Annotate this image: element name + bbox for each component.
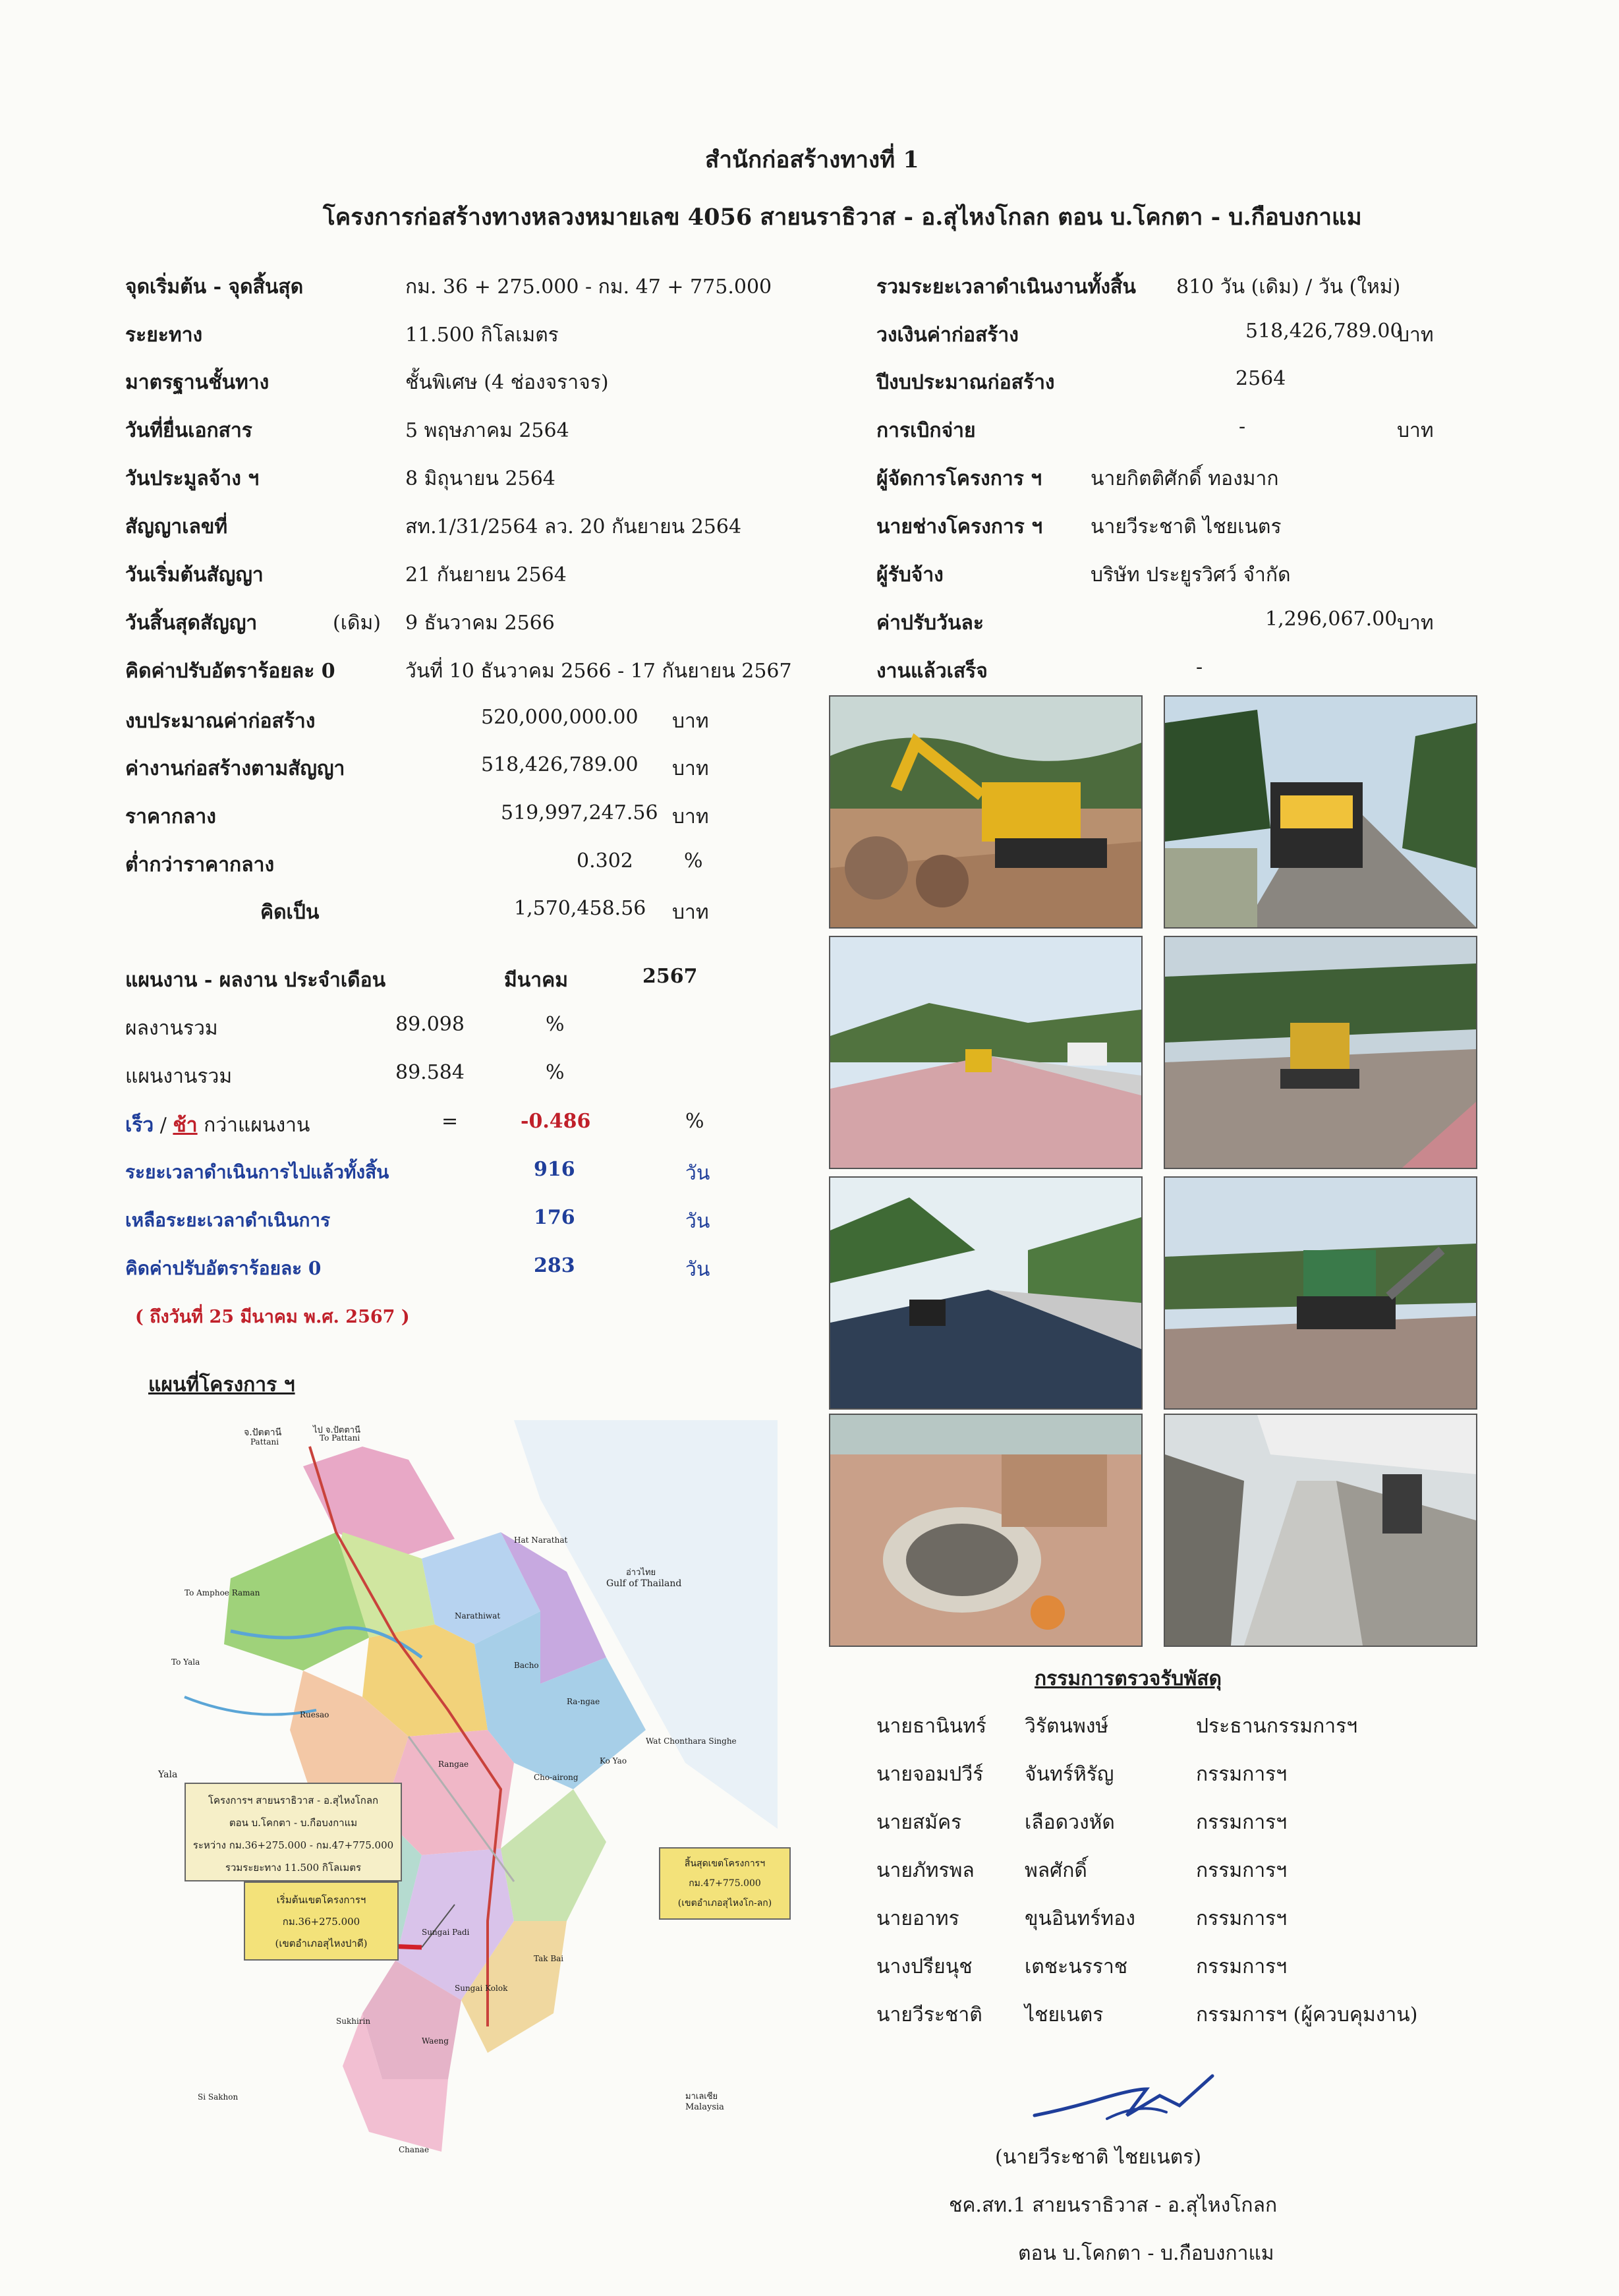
budget-label: ราคากลาง — [125, 805, 216, 828]
info-label: วันประมูลจ้าง ฯ — [125, 467, 260, 490]
info-value: 9 ธันวาคม 2566 — [405, 612, 555, 635]
info-value: 8 มิถุนายน 2564 — [405, 467, 555, 490]
place-label: Hat Narathat — [514, 1535, 568, 1545]
budget-value: 520,000,000.00 — [481, 706, 639, 729]
member-first: นายธานินทร์ — [876, 1715, 986, 1738]
info-label: จุดเริ่มต้น - จุดสิ้นสุด — [125, 275, 304, 299]
info-label: ระยะทาง — [125, 324, 203, 347]
committee-heading: กรรมการตรวจรับพัสดุ — [1035, 1667, 1222, 1690]
member-last: พลศักดิ์ — [1025, 1859, 1087, 1882]
info-value: นายกิตติศักดิ์ ทองมาก — [1091, 467, 1279, 490]
info-value: - — [1239, 415, 1246, 438]
budget-unit: % — [684, 849, 703, 873]
place-label: Narathiwat — [455, 1611, 501, 1621]
map-heading: แผนที่โครงการ ฯ — [148, 1373, 295, 1396]
days-unit: วัน — [685, 1258, 710, 1281]
budget-label: งบประมาณค่าก่อสร้าง — [125, 710, 316, 733]
info-value: 11.500 กิโลเมตร — [405, 324, 559, 347]
fast-label: เร็ว — [125, 1114, 154, 1137]
info-value: 810 วัน (เดิม) / วัน (ใหม่) — [1176, 275, 1401, 299]
photo-milling — [1164, 695, 1477, 929]
days-label: เหลือระยะเวลาดำเนินการ — [125, 1209, 331, 1231]
box-line: โครงการฯ สายนราธิวาส - อ.สุไหงโกลก — [208, 1794, 379, 1806]
info-value: 1,296,067.00 — [1265, 608, 1398, 631]
member-last: ขุนอินทร์ทอง — [1025, 1907, 1135, 1930]
slash: / — [154, 1114, 173, 1137]
diff-value: -0.486 — [521, 1110, 591, 1133]
info-label: วันที่ยื่นเอกสาร — [125, 419, 252, 442]
budget-value: 1,570,458.56 — [514, 897, 646, 920]
box-line: สิ้นสุดเขตโครงการฯ — [684, 1858, 766, 1869]
info-label: สัญญาเลขที่ — [125, 515, 228, 538]
budget-label: ค่างานก่อสร้างตามสัญญา — [125, 757, 345, 780]
place-label: Waeng — [422, 2036, 449, 2046]
member-last: ไชยเนตร — [1025, 2003, 1104, 2026]
progress-label: ผลงานรวม — [125, 1017, 218, 1040]
info-value: 518,426,789.00 — [1245, 320, 1403, 343]
project-title: โครงการก่อสร้างทางหลวงหมายเลข 4056 สายนราธิวาส - อ.สุไหงโกลก ตอน บ.โคกตา - บ.กือบงกาแม — [323, 204, 1362, 231]
info-unit: บาท — [1397, 419, 1434, 442]
place-label: จ.ปัตตานี — [244, 1427, 282, 1438]
box-line: (เขตอำเภอสุไหงปาดี) — [275, 1937, 368, 1949]
member-first: นายจอมปวีร์ — [876, 1763, 984, 1786]
place-label: To Pattani — [320, 1433, 360, 1443]
days-value: 176 — [534, 1206, 575, 1229]
info-value: 2564 — [1236, 367, 1286, 390]
box-line: เริ่มต้นเขตโครงการฯ — [276, 1894, 366, 1906]
signer-position-1: ชค.สท.1 สายนราธิวาส - อ.สุไหงโกลก — [949, 2194, 1278, 2217]
photo-grader-2 — [1164, 936, 1477, 1169]
info-unit: บาท — [1397, 612, 1434, 635]
photo-asphalt-1 — [829, 1176, 1143, 1410]
info-value: วันที่ 10 ธันวาคม 2566 - 17 กันยายน 2567 — [405, 660, 792, 683]
slow-label: ช้า — [173, 1114, 198, 1137]
info-label: การเบิกจ่าย — [876, 419, 976, 442]
place-label: Malaysia — [685, 2102, 724, 2112]
diff-unit: % — [685, 1110, 704, 1133]
budget-unit: บาท — [672, 757, 709, 780]
info-label: วันเริ่มต้นสัญญา — [125, 563, 264, 587]
info-value: ชั้นพิเศษ (4 ช่องจราจร) — [405, 371, 609, 394]
info-label: รวมระยะเวลาดำเนินงานทั้งสิ้น — [876, 275, 1136, 299]
member-role: กรรมการฯ — [1196, 1859, 1288, 1882]
signer-name: (นายวีระชาติ ไชยเนตร) — [995, 2146, 1202, 2169]
member-last: จันทร์หิรัญ — [1025, 1763, 1114, 1786]
diff-text: กว่าแผนงาน — [197, 1114, 310, 1137]
place-label: To Amphoe Raman — [185, 1588, 260, 1597]
place-label: Ra-ngae — [567, 1697, 600, 1706]
info-sub: (เดิม) — [333, 612, 381, 635]
info-value: - — [1196, 656, 1203, 679]
budget-unit: บาท — [672, 710, 709, 733]
info-label: งานแล้วเสร็จ — [876, 660, 988, 683]
place-label: Gulf of Thailand — [606, 1578, 682, 1589]
end-point-box — [659, 1847, 791, 1920]
place-label: ไป จ.ปัตตานี — [313, 1425, 360, 1435]
progress-unit: % — [546, 1013, 565, 1036]
member-role: กรรมการฯ (ผู้ควบคุมงาน) — [1196, 2003, 1418, 2026]
as-of-date: ( ถึงวันที่ 25 มีนาคม พ.ศ. 2567 ) — [135, 1307, 410, 1327]
diff-equals: = — [441, 1110, 459, 1133]
days-label: คิดค่าปรับอัตราร้อยละ 0 — [125, 1257, 322, 1279]
place-label: Sukhirin — [336, 2017, 371, 2026]
member-role: ประธานกรรมการฯ — [1196, 1715, 1358, 1738]
member-first: นายวีระชาติ — [876, 2003, 982, 2026]
budget-label: ต่ำกว่าราคากลาง — [125, 853, 275, 876]
place-label: Chanae — [399, 2145, 430, 2154]
info-label: ผู้จัดการโครงการ ฯ — [876, 467, 1042, 490]
member-first: นางปรียนุช — [876, 1955, 973, 1978]
place-label: Rangae — [438, 1760, 469, 1769]
project-info-box — [185, 1783, 402, 1881]
info-value: สท.1/31/2564 ลว. 20 กันยายน 2564 — [405, 515, 742, 538]
days-unit: วัน — [685, 1210, 710, 1233]
member-first: นายภัทรพล — [876, 1859, 975, 1882]
box-line: กม.36+275.000 — [282, 1916, 360, 1928]
photo-drainage-pipe — [829, 1414, 1143, 1647]
info-value: 21 กันยายน 2564 — [405, 563, 567, 587]
info-value: นายวีระชาติ ไชยเนตร — [1091, 515, 1282, 538]
info-label: วงเงินค่าก่อสร้าง — [876, 324, 1019, 347]
info-label: นายช่างโครงการ ฯ — [876, 515, 1043, 538]
place-label: Yala — [158, 1769, 178, 1780]
box-line: รวมระยะทาง 11.500 กิโลเมตร — [225, 1862, 362, 1874]
place-label: Tak Bai — [534, 1954, 564, 1963]
place-label: Ko Yao — [600, 1756, 627, 1765]
budget-value: 0.302 — [577, 849, 633, 873]
office-title: สำนักก่อสร้างทางที่ 1 — [705, 146, 919, 173]
days-unit: วัน — [685, 1162, 710, 1185]
member-last: วิรัตนพงษ์ — [1025, 1715, 1109, 1738]
place-label: Si Sakhon — [198, 2092, 239, 2102]
info-value: กม. 36 + 275.000 - กม. 47 + 775.000 — [405, 275, 772, 299]
place-label: To Yala — [171, 1657, 200, 1667]
info-unit: บาท — [1397, 324, 1434, 347]
place-label: อ่าวไทย — [626, 1568, 656, 1578]
box-line: ตอน บ.โคกตา - บ.กือบงกาแม — [229, 1817, 358, 1829]
photo-excavator — [829, 695, 1143, 929]
place-label: Wat Chonthara Singhe — [646, 1736, 737, 1746]
progress-value: 89.584 — [395, 1061, 465, 1084]
member-role: กรรมการฯ — [1196, 1907, 1288, 1930]
info-value: 5 พฤษภาคม 2564 — [405, 419, 569, 442]
days-label: ระยะเวลาดำเนินการไปแล้วทั้งสิ้น — [125, 1161, 389, 1183]
info-label: คิดค่าปรับอัตราร้อยละ 0 — [125, 660, 335, 683]
member-role: กรรมการฯ — [1196, 1763, 1288, 1786]
budget-label: คิดเป็น — [260, 901, 320, 924]
progress-year: 2567 — [642, 965, 698, 988]
days-value: 283 — [534, 1254, 575, 1277]
member-role: กรรมการฯ — [1196, 1811, 1288, 1834]
box-line: ระหว่าง กม.36+275.000 - กม.47+775.000 — [192, 1839, 394, 1851]
progress-label: แผนงานรวม — [125, 1065, 233, 1088]
photo-curb-work — [1164, 1414, 1477, 1647]
budget-value: 518,426,789.00 — [481, 753, 639, 776]
member-role: กรรมการฯ — [1196, 1955, 1288, 1978]
info-value: บริษัท ประยูรวิศว์ จำกัด — [1091, 563, 1291, 587]
progress-unit: % — [546, 1061, 565, 1084]
box-line: (เขตอำเภอสุไหงโก-ลก) — [677, 1898, 772, 1909]
photo-asphalt-2 — [1164, 1176, 1477, 1410]
project-map — [145, 1420, 778, 2171]
place-label: Pattani — [250, 1437, 279, 1447]
progress-month: มีนาคม — [504, 969, 568, 992]
handwritten-signature — [1028, 2069, 1219, 2129]
place-label: Sungai Kolok — [455, 1984, 508, 1993]
progress-value: 89.098 — [395, 1013, 465, 1036]
info-label: วันสิ้นสุดสัญญา — [125, 612, 258, 635]
info-label: ปีงบประมาณก่อสร้าง — [876, 371, 1055, 394]
info-label: ผู้รับจ้าง — [876, 563, 944, 587]
diff-label — [125, 1110, 310, 1141]
place-label: Sungai Padi — [422, 1928, 470, 1937]
box-line: กม.47+775.000 — [689, 1878, 761, 1889]
place-label: Cho-airong — [534, 1773, 579, 1782]
signer-position-2: ตอน บ.โคกตา - บ.กือบงกาแม — [1018, 2242, 1274, 2265]
member-last: เตชะนรราช — [1025, 1955, 1128, 1978]
member-first: นายสมัคร — [876, 1811, 962, 1834]
budget-value: 519,997,247.56 — [501, 801, 658, 824]
place-label: Ruesao — [300, 1710, 329, 1719]
progress-heading: แผนงาน - ผลงาน ประจำเดือน — [125, 969, 386, 992]
days-value: 916 — [534, 1158, 575, 1181]
budget-unit: บาท — [672, 805, 709, 828]
start-point-box — [244, 1881, 399, 1961]
place-label: Bacho — [514, 1661, 539, 1670]
info-label: มาตรฐานชั้นทาง — [125, 371, 270, 394]
place-label: มาเลเซีย — [685, 2092, 718, 2102]
info-label: ค่าปรับวันละ — [876, 612, 984, 635]
photo-grader-1 — [829, 936, 1143, 1169]
member-last: เลือดวงหัด — [1025, 1811, 1115, 1834]
budget-unit: บาท — [672, 901, 709, 924]
member-first: นายอาทร — [876, 1907, 959, 1930]
